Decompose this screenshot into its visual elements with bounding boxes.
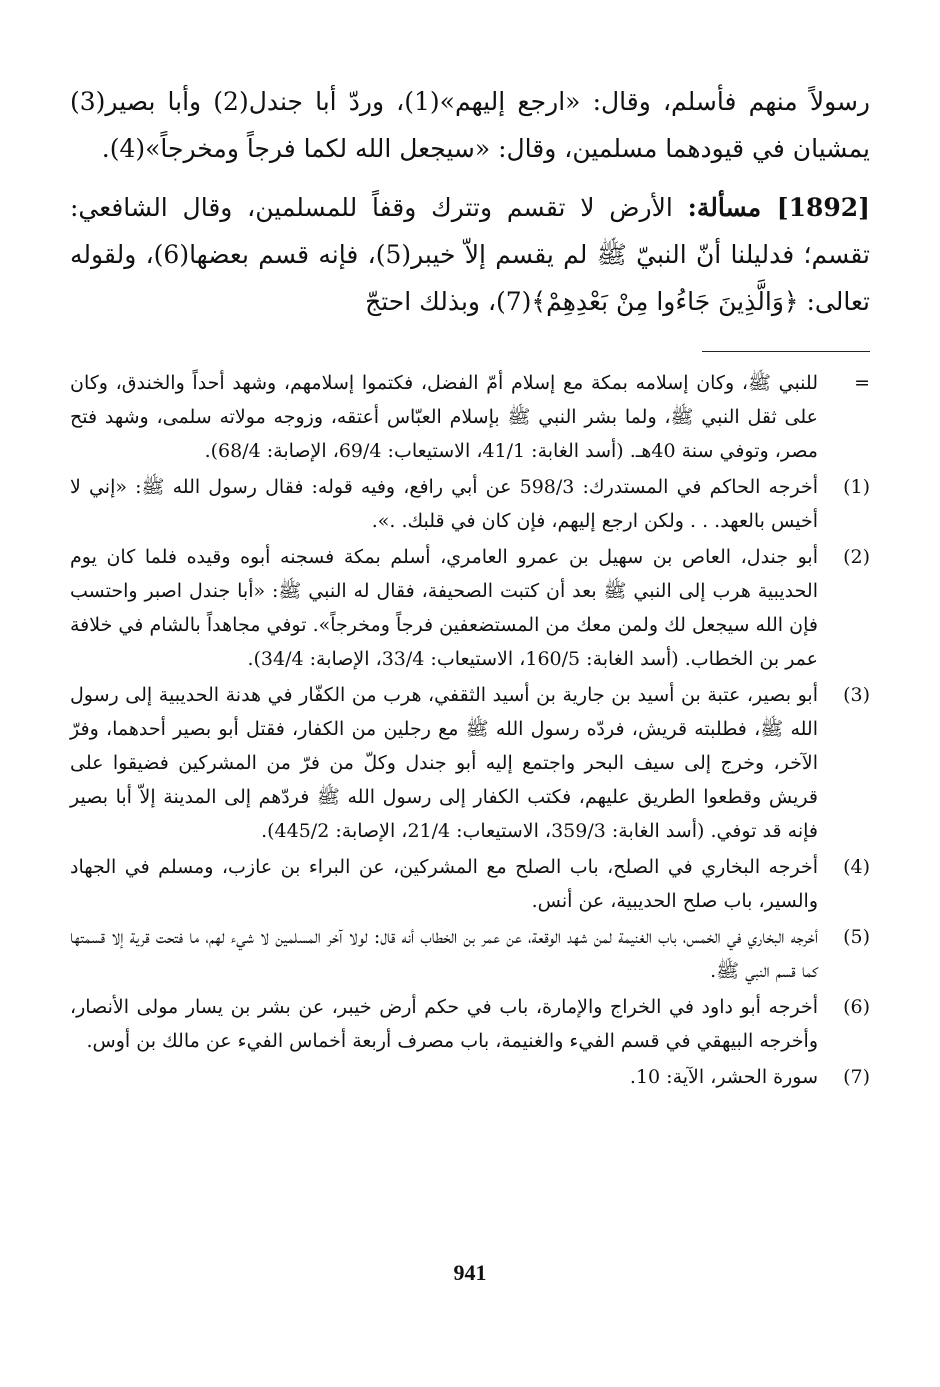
footnote-7	[70, 1060, 870, 1094]
footnote-2	[70, 540, 870, 676]
footnote-text: أبو جندل، العاص بن سهيل بن عمرو العامري، أسلم بمكة فسجنه أبوه وقيده فلما كان يوم الحديبية هرب إلى النبي ﷺ بعد أن كتبت الصحيفة، فقال له النبي ﷺ: «أبا جندل اصبر واحتسب فإن الله سيجعل لك ولمن معك من المستضعفين فرجاً ومخرجاً». توفي مجاهداً بالشام في خلافة عمر بن الخطاب. (أسد الغابة: 160/5، الاستيعاب: 33/4، الإصابة: 34/4).	[70, 546, 818, 670]
paragraph-continuation: رسولاً منهم فأسلم، وقال: «ارجع إليهم»(1)، وردّ أبا جندل(2) وأبا بصير(3) يمشيان في قيودهما مسلمين، وقال: «سيجعل الله لكما فرجاً ومخرجاً»(4).	[70, 87, 871, 163]
main-text	[70, 78, 870, 325]
footnote-text: للنبي ﷺ، وكان إسلامه بمكة مع إسلام أمّ الفضل، فكتموا إسلامهم، وشهد أحداً والخندق، وكان على ثقل النبي ﷺ، ولما بشر النبي ﷺ بإسلام العبّاس أعتقه، وزوجه مولاته سلمى، وشهد فتح مصر، وتوفي سنة 40هـ. (أسد الغابة: 41/1، الاستيعاب: 69/4، الإصابة: 68/4).	[70, 372, 818, 462]
footnote-text: أبو بصير، عتبة بن أسيد بن جارية بن أسيد الثقفي، هرب من الكفّار في هدنة الحديبية إلى رسول الله ﷺ، فطلبته قريش، فردّه رسول الله ﷺ مع رجلين من الكفار، فقتل أبو بصير أحدهما، وفرّ الآخر، وخرج إلى سيف البحر واجتمع إليه أبو جندل وكلّ من فرّ من المشركين فضيقوا على قريش وقطعوا الطريق عليهم، فكتب الكفار إلى رسول الله ﷺ فردّهم إلى المدينة إلاّ أبا بصير فإنه قد توفي. (أسد الغابة: 359/3، الاستيعاب: 21/4، الإصابة: 445/2).	[70, 684, 818, 842]
footnote-text: أخرجه الحاكم في المستدرك: 598/3 عن أبي رافع، وفيه قوله: فقال رسول الله ﷺ: «إني لا أخيس بالعهد. . . ولكن ارجع إليهم، فإن كان في قلبك. .».	[70, 476, 818, 532]
footnote-text: أخرجه البخاري في الصلح، باب الصلح مع المشركين، عن البراء بن عازب، ومسلم في الجهاد والسير، باب صلح الحديبية، عن أنس.	[70, 856, 818, 912]
footnote-continued	[70, 366, 870, 468]
footnote-text: أخرجه أبو داود في الخراج والإمارة، باب في حكم أرض خيبر، عن بشر بن يسار مولى الأنصار، وأخرجه البيهقي في قسم الفيء والغنيمة، باب مصرف أربعة أخماس الفيء عن مالك بن أوس.	[70, 996, 818, 1052]
footnote-3	[70, 678, 870, 848]
footnote-marker: =	[854, 372, 870, 394]
footnote-6	[70, 990, 870, 1058]
footnote-number: (1)	[843, 476, 870, 498]
footnote-5	[70, 920, 870, 988]
issue-label: [1892] مسألة:	[687, 193, 870, 222]
footnote-number: (5)	[843, 926, 870, 948]
footnote-text: سورة الحشر، الآية: 10.	[629, 1066, 818, 1088]
footnote-separator	[702, 351, 870, 352]
footnote-number: (6)	[843, 996, 870, 1018]
footnote-number: (7)	[843, 1066, 870, 1088]
footnote-number: (2)	[843, 546, 870, 568]
footnote-text: أخرجه البخاري في الخمس، باب الغنيمة لمن شهد الوقعة، عن عمر بن الخطاب أنه قال: لولا آخر المسلمين لا شيء لهم، ما فتحت قرية إلا قسمتها كما قسم النبي ﷺ.	[70, 926, 818, 982]
footnotes	[70, 366, 870, 1094]
page-content	[70, 78, 870, 1096]
footnote-4	[70, 850, 870, 918]
issue-text: الأرض لا تقسم وتترك وقفاً للمسلمين، وقال الشافعي: تقسم؛ فدليلنا أنّ النبيّ ﷺ لم يقسم إلاّ خيبر(5)، فإنه قسم بعضها(6)، ولقوله تعالى: ﴿وَالَّذِينَ جَاءُوا مِنْ بَعْدِهِمْ﴾(7)، وبذلك احتجّ	[70, 193, 871, 316]
page-number: 941	[453, 1260, 487, 1285]
footnote-number: (4)	[843, 856, 870, 878]
paragraph-issue-1892	[70, 184, 870, 325]
footnote-number: (3)	[843, 684, 870, 706]
footnote-1	[70, 470, 870, 538]
